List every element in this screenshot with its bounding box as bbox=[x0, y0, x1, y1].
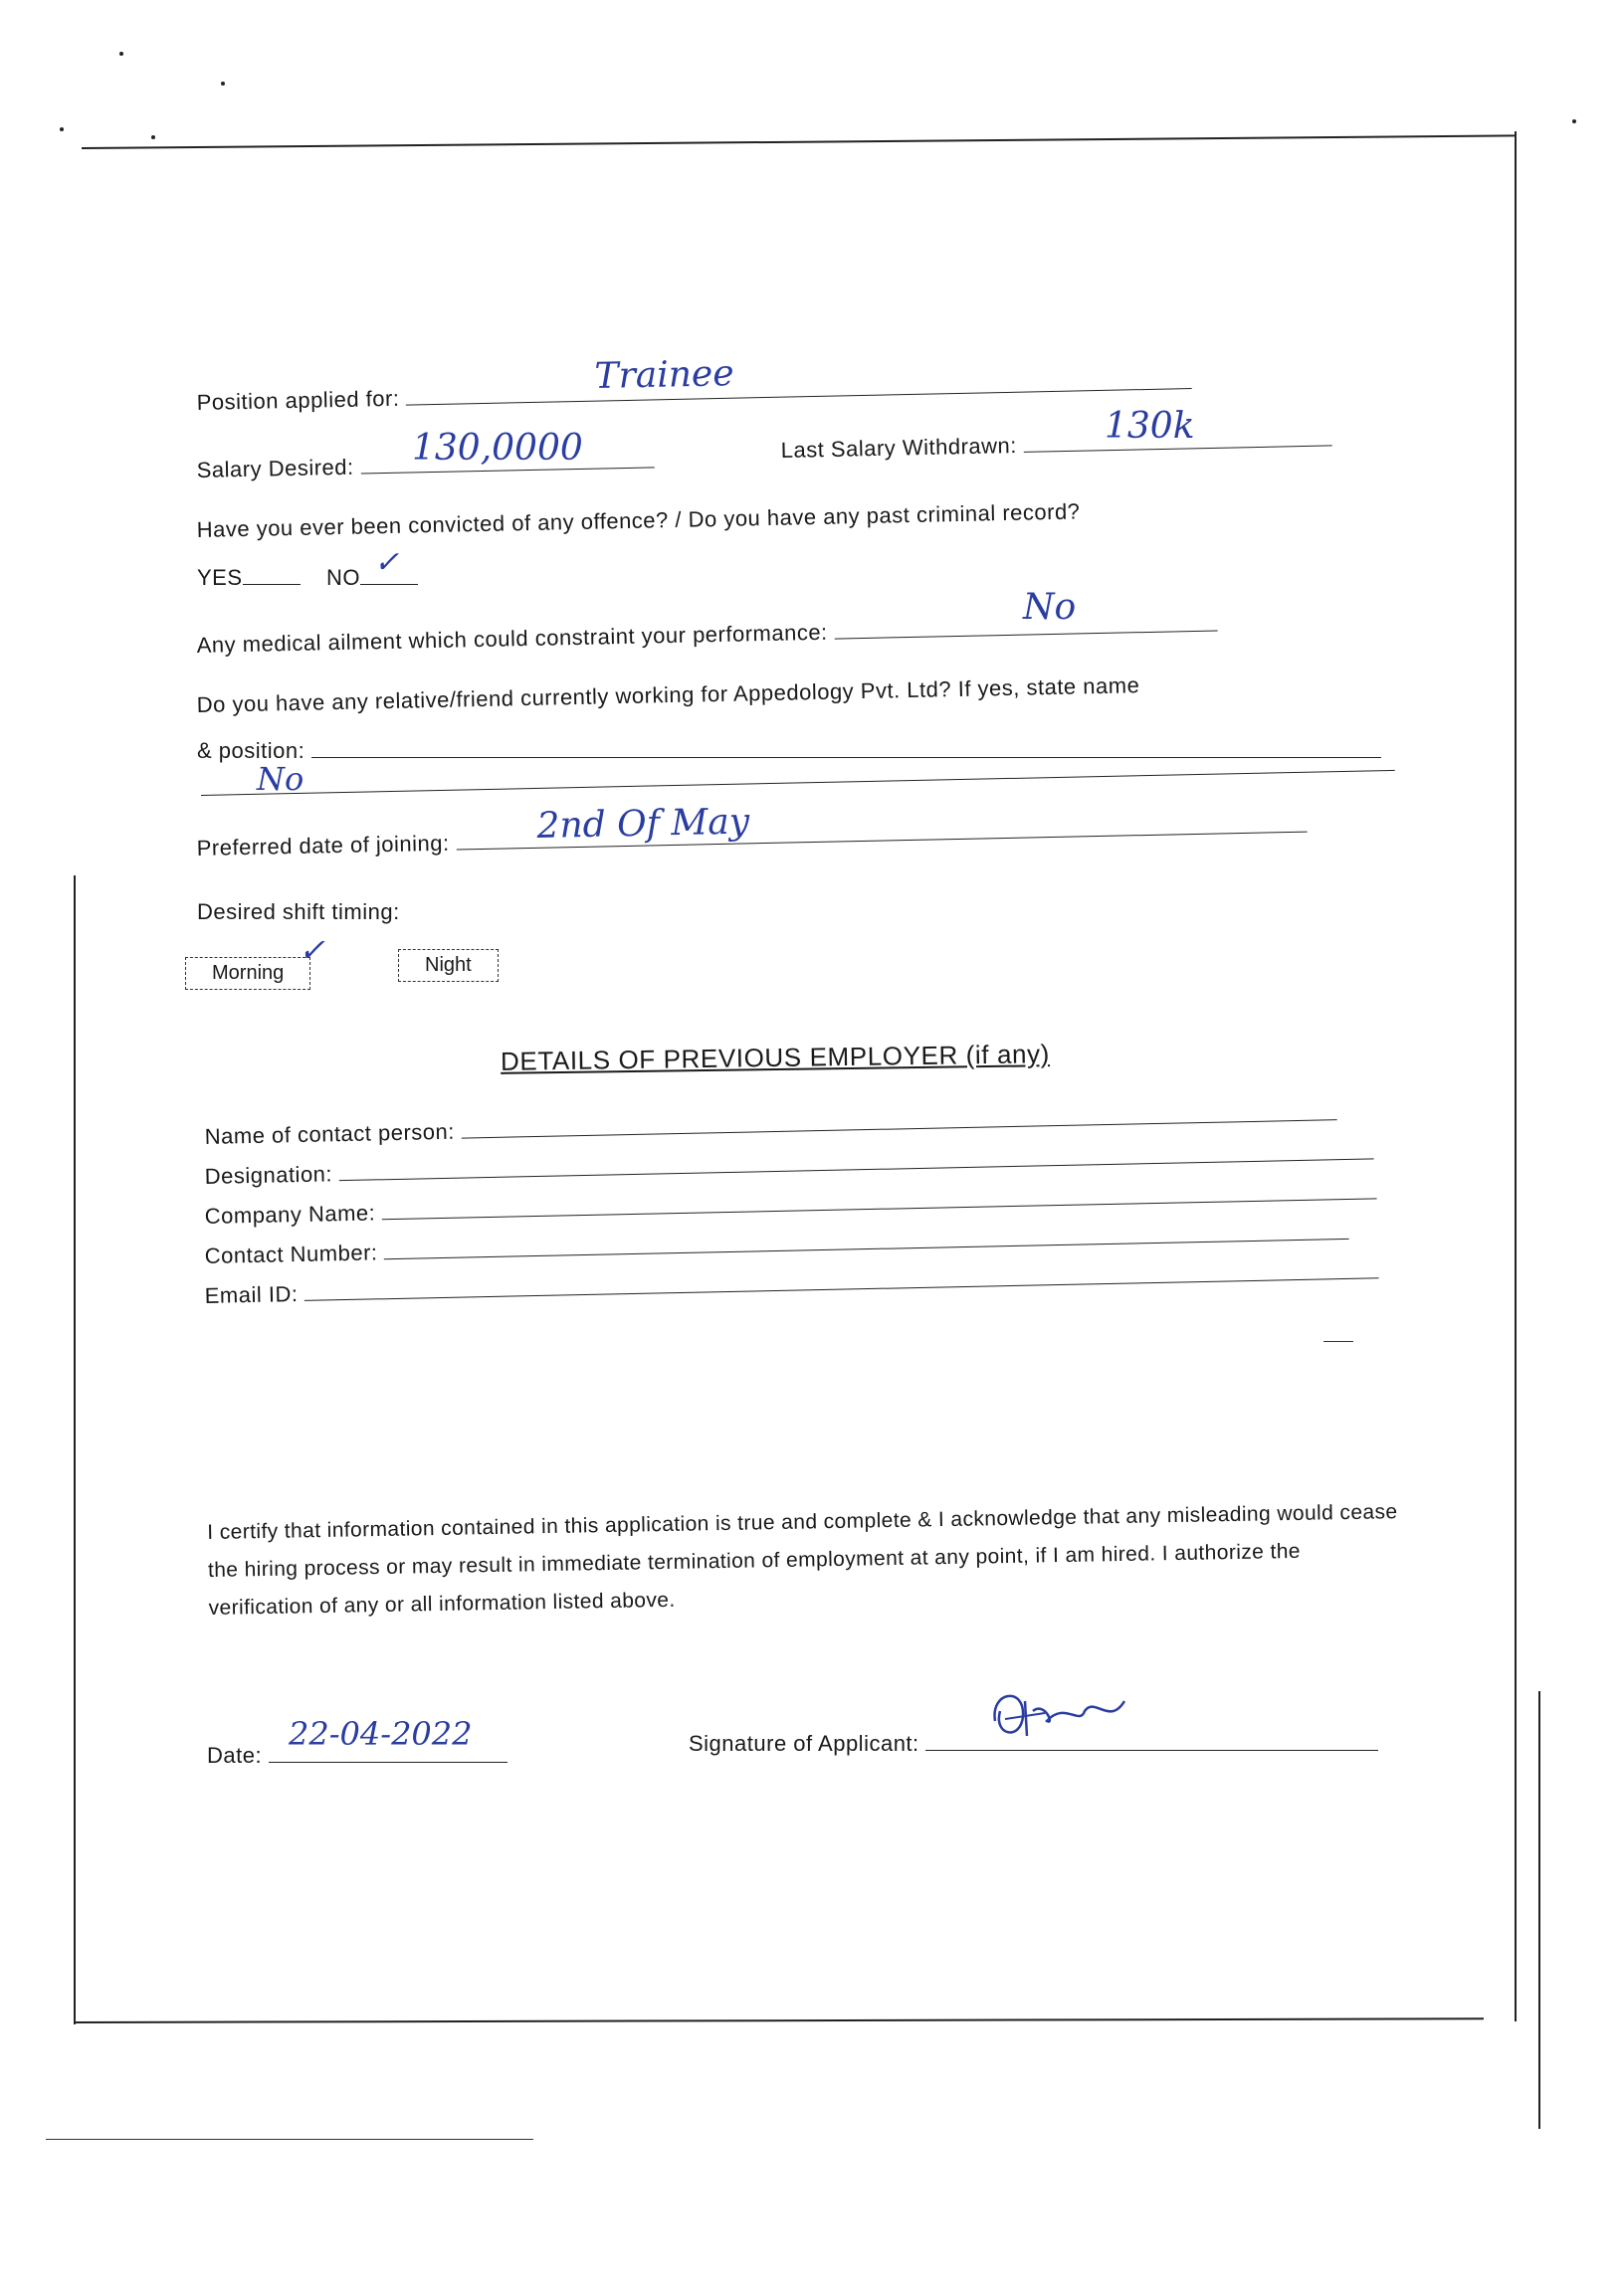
shift-night-option[interactable] bbox=[398, 949, 499, 982]
stray-dash bbox=[1323, 1341, 1353, 1342]
contact-number-row bbox=[204, 1220, 1349, 1269]
scan-speck bbox=[1572, 119, 1576, 123]
relative-line-1 bbox=[311, 756, 1381, 758]
joining-label: Preferred date of joining: bbox=[196, 830, 450, 861]
scan-speck bbox=[221, 82, 225, 86]
contact-person-label: Name of contact person: bbox=[204, 1118, 456, 1150]
shift-label: Desired shift timing: bbox=[197, 899, 400, 924]
medical-line bbox=[834, 630, 1217, 640]
medical-label: Any medical ailment which could constraint your performance: bbox=[196, 619, 828, 659]
last-salary-value[interactable]: 130k bbox=[1105, 406, 1195, 447]
designation-label: Designation: bbox=[204, 1161, 333, 1190]
last-salary-label: Last Salary Withdrawn: bbox=[780, 433, 1018, 464]
position-line bbox=[406, 387, 1192, 406]
position-value[interactable]: Trainee bbox=[594, 353, 734, 397]
contact-number-label: Contact Number: bbox=[204, 1240, 378, 1269]
frame-border-edge bbox=[1538, 1691, 1540, 2129]
contact-person-row bbox=[204, 1100, 1336, 1150]
yes-line[interactable] bbox=[243, 583, 301, 585]
frame-border-top bbox=[82, 134, 1515, 149]
declaration-text: I certify that information contained in this application is true and complete & I acknowledge that any misleading would cease the hiring process or may result in immediate termination of employment at any point, if I am hired. I authorize the verification of any or all information listed above. bbox=[207, 1500, 1398, 1620]
conviction-question: Have you ever been convicted of any offence? / Do you have any past criminal record? bbox=[196, 498, 1081, 543]
date-value[interactable]: 22-04-2022 bbox=[289, 1715, 473, 1753]
applicant-signature bbox=[985, 1681, 1144, 1751]
scan-speck bbox=[151, 135, 155, 139]
frame-border-bottom bbox=[76, 2017, 1484, 2023]
relative-value[interactable]: No bbox=[257, 760, 304, 798]
previous-employer-heading: DETAILS OF PREVIOUS EMPLOYER (if any) bbox=[500, 1039, 1051, 1076]
relative-line-row bbox=[201, 776, 1395, 802]
salary-desired-label: Salary Desired: bbox=[196, 454, 354, 483]
medical-value[interactable]: No bbox=[1023, 587, 1077, 628]
contact-number-line[interactable] bbox=[384, 1238, 1349, 1259]
email-line[interactable] bbox=[304, 1276, 1379, 1301]
scan-speck bbox=[60, 127, 64, 131]
joining-row bbox=[196, 813, 1307, 861]
company-line[interactable] bbox=[382, 1197, 1377, 1220]
signature-label: Signature of Applicant: bbox=[689, 1731, 919, 1756]
salary-desired-value[interactable]: 130,0000 bbox=[412, 428, 583, 469]
relative-question-cont: & position: bbox=[197, 738, 305, 763]
relative-line-2 bbox=[201, 769, 1395, 796]
date-label: Date: bbox=[207, 1743, 263, 1768]
no-checkmark: ✓ bbox=[374, 545, 400, 580]
relative-question: Do you have any relative/friend currently working for Appedology Pvt. Ltd? If yes, state name bbox=[196, 672, 1140, 718]
scan-edge-line bbox=[46, 2139, 533, 2140]
email-label: Email ID: bbox=[204, 1281, 299, 1309]
shift-night-label: Night bbox=[425, 954, 472, 976]
frame-border-left bbox=[74, 875, 76, 2024]
yes-label: YES bbox=[197, 565, 243, 590]
shift-morning-option[interactable] bbox=[185, 957, 310, 990]
no-label: NO bbox=[325, 565, 360, 590]
frame-border-right bbox=[1515, 131, 1517, 2021]
shift-morning-label: Morning bbox=[212, 962, 285, 984]
date-line bbox=[269, 1761, 508, 1763]
no-line[interactable] bbox=[360, 583, 418, 585]
email-row bbox=[204, 1258, 1379, 1309]
designation-line[interactable] bbox=[339, 1157, 1374, 1181]
shift-morning-mark: ✓ bbox=[299, 931, 325, 969]
relative-cont-row bbox=[197, 738, 1381, 764]
position-label: Position applied for: bbox=[196, 385, 400, 416]
company-label: Company Name: bbox=[204, 1200, 376, 1230]
joining-value[interactable]: 2nd Of May bbox=[536, 801, 750, 847]
last-salary-row bbox=[780, 426, 1331, 464]
contact-person-line[interactable] bbox=[462, 1118, 1337, 1138]
scan-speck bbox=[119, 52, 123, 56]
